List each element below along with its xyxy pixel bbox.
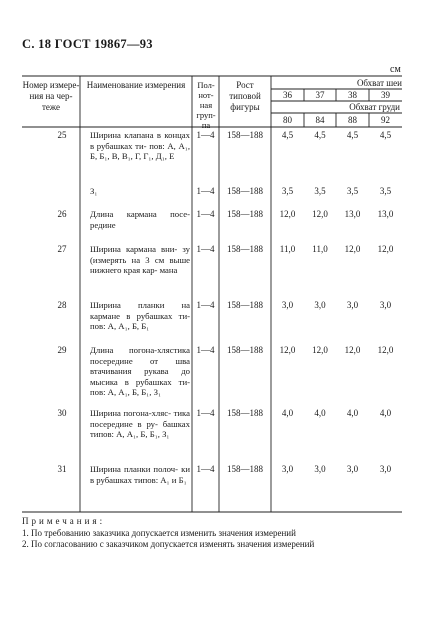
header-neck-girth: Обхват шеи — [356, 78, 402, 88]
row-value: 3,5 — [281, 186, 294, 196]
row-value: 3,0 — [346, 300, 359, 310]
row-name: Длина кармана посе- редине — [90, 209, 190, 230]
unit-label: см — [390, 64, 401, 75]
row-value: 4,5 — [314, 130, 326, 140]
row-value: 12,0 — [279, 345, 296, 355]
row-height: 158—188 — [227, 408, 263, 418]
header-name: Наименование измерения — [86, 80, 186, 90]
row-height: 158—188 — [227, 209, 263, 219]
row-value: 4,0 — [314, 408, 326, 418]
notes — [22, 516, 402, 551]
row-name: Ширина кармана вни- зу (измерять на 3 см выше нижнего края кар- мана — [90, 244, 190, 275]
row-value: 4,5 — [281, 130, 294, 140]
row-name: Ширина клапана в концах в рубашках ти- пов: А, А₁, Б, Б₁, В, В₁, Г, Г₁, Д₁, Е — [90, 130, 190, 161]
row-value: 4,0 — [379, 408, 392, 418]
row-number: 31 — [57, 464, 67, 474]
row-value: 12,0 — [344, 345, 361, 355]
row-value: 12,0 — [279, 209, 296, 219]
row-group: 1—4 — [196, 464, 215, 474]
row-value: 3,0 — [314, 464, 326, 474]
row-value: 11,0 — [279, 244, 296, 254]
row-value: 4,5 — [379, 130, 392, 140]
row-height: 158—188 — [227, 300, 263, 310]
row-value: 4,5 — [346, 130, 359, 140]
chest-value: 84 — [315, 115, 325, 125]
row-value: 3,0 — [314, 300, 326, 310]
header-number: Номер измере- ния на чер- теже — [22, 80, 80, 112]
row-group: 1—4 — [196, 209, 215, 219]
row-group: 1—4 — [196, 408, 215, 418]
row-value: 13,0 — [344, 209, 361, 219]
page-header: С. 18 ГОСТ 19867—93 — [22, 37, 153, 51]
row-number: 27 — [57, 244, 67, 254]
row-group: 1—4 — [196, 345, 215, 355]
row-value: 3,0 — [281, 464, 294, 474]
row-value: 3,0 — [379, 300, 392, 310]
row-value: 3,5 — [379, 186, 392, 196]
row-height: 158—188 — [227, 130, 263, 140]
chest-value: 88 — [348, 115, 357, 125]
neck-value: 39 — [381, 90, 390, 100]
row-height: 158—188 — [227, 186, 263, 196]
row-number: 26 — [57, 209, 67, 219]
row-number: 29 — [57, 345, 67, 355]
note-item: 2. По согласованию с заказчиком допускается изменять значения измерений — [22, 539, 315, 549]
chest-value: 92 — [381, 115, 390, 125]
row-height: 158—188 — [227, 244, 263, 254]
row-value: 3,0 — [379, 464, 392, 474]
row-name: З₁ — [90, 186, 98, 196]
row-value: 12,0 — [344, 244, 361, 254]
row-value: 4,0 — [346, 408, 359, 418]
row-value: 12,0 — [377, 244, 394, 254]
header-group: Пол- нот- ная груп- па — [196, 80, 216, 130]
neck-value: 36 — [283, 90, 292, 100]
row-name: Ширина планки на кармане в рубашках ти- пов: А, А₁, Б, Б₁ — [90, 300, 190, 331]
row-group: 1—4 — [196, 300, 215, 310]
row-group: 1—4 — [196, 186, 215, 196]
row-height: 158—188 — [227, 464, 263, 474]
row-name: Ширина планки полоч- ки в рубашках типов: А₁ и Б₁ — [90, 464, 190, 485]
neck-value: 37 — [315, 90, 325, 100]
row-group: 1—4 — [196, 244, 215, 254]
neck-value: 38 — [348, 90, 357, 100]
row-group: 1—4 — [196, 130, 215, 140]
header-chest-girth: Обхват груди — [349, 102, 400, 112]
row-value: 3,0 — [281, 300, 294, 310]
row-value: 3,0 — [346, 464, 359, 474]
row-value: 3,5 — [314, 186, 326, 196]
row-name: Ширина погона-хляс- тика посередине в ру- башках типов: А, А₁, Б, Б₁, З₁ — [90, 408, 190, 439]
row-value: 12,0 — [312, 345, 328, 355]
row-number: 30 — [57, 408, 67, 418]
row-value: 11,0 — [312, 244, 328, 254]
row-value: 3,5 — [346, 186, 359, 196]
note-item: 1. По требованию заказчика допускается изменить значения измерений — [22, 527, 296, 538]
row-value: 12,0 — [377, 345, 394, 355]
notes-title: Примечания: — [22, 516, 106, 526]
row-height: 158—188 — [227, 345, 263, 355]
row-name: Длина погона-хлястика посередине от шва втачивания рукава до мысика в рубашках ти- пов: А, А₁, Б, Б₁, З₁ — [90, 345, 190, 397]
row-number: 25 — [57, 130, 67, 140]
row-number: 28 — [57, 300, 67, 310]
row-value: 13,0 — [377, 209, 394, 219]
row-value: 4,0 — [281, 408, 294, 418]
header-height: Рост типовой фигуры — [229, 80, 261, 112]
chest-value: 80 — [283, 115, 292, 125]
row-value: 12,0 — [312, 209, 328, 219]
